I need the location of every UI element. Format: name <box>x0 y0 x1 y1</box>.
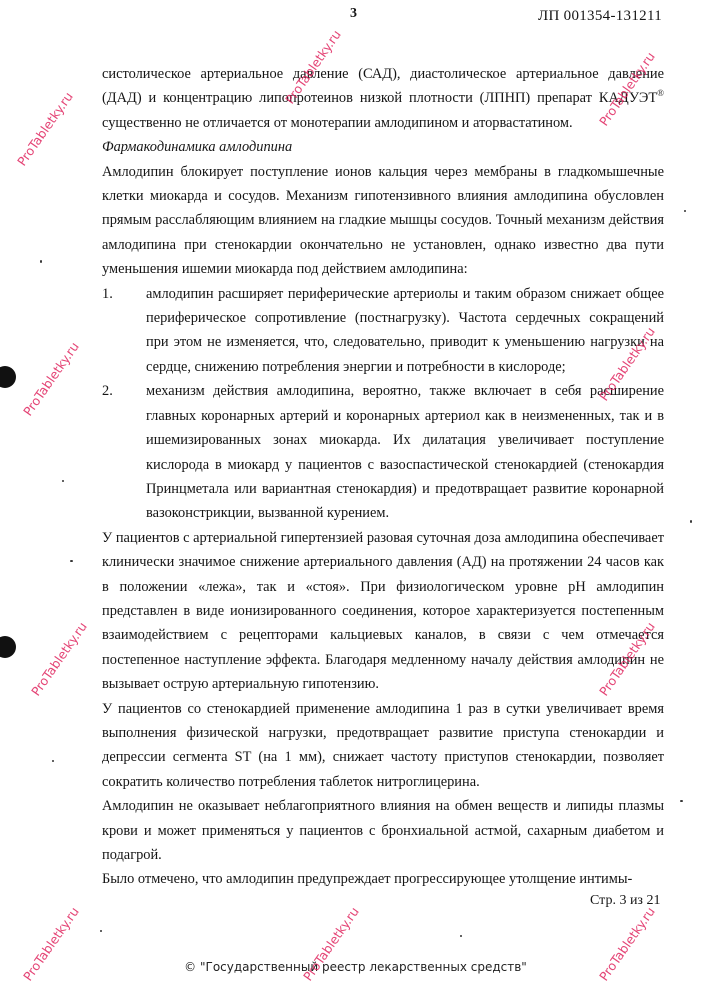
paragraph-intro: систолическое артериальное давление (САД), диастолическое артериальное давление (ДАД) и концентрацию липопротеинов низкой плотности (ЛПНП) препарат КАДУЭТ® существенно не отличается от монотерапии амлодипином и аторвастатином. <box>102 66 664 131</box>
section-heading: Фармакодинамика амлодипина <box>102 139 293 156</box>
scan-speck <box>70 560 73 562</box>
registered-mark: ® <box>657 88 664 99</box>
scan-speck <box>684 210 686 212</box>
scan-speck <box>62 480 64 482</box>
list-item-text: амлодипин расширяет периферические артериолы и таким образом снижает общее периферическое сопротивление (постнагрузку). Частота сердечных сокращений при этом не изменяется, что, следовательно, приводит к уменьшению нагрузки на сердце, снижению потребления энергии и потребности в кислороде; <box>146 285 664 375</box>
paragraph-angina: У пациентов со стенокардией применение амлодипина 1 раз в сутки увеличивает время выполнения физической нагрузки, предотвращает развитие приступа стенокардии и депрессии сегмента ST (на 1 мм), снижает частоту приступов стенокардии, позволяет сократить количество потребления таблеток нитроглицерина. <box>102 700 664 790</box>
scan-speck <box>690 520 692 523</box>
paragraph-hypertension: У пациентов с артериальной гипертензией разовая суточная доза амлодипина обеспечивает клинически значимое снижение артериального давления (АД) на протяжении 24 часов как в положении «лежа», так и «стоя». При физиологическом уровне pH амлодипин представлен в виде ионизированного соединения, которое характеризуется постепенным взаимодействием с рецепторами кальциевых каналов, в связи с чем отмечается постепенное наступление эффекта. Благодаря медленному началу действия амлодипин не вызывает острую артериальную гипотензию. <box>102 529 664 693</box>
list-item-text: механизм действия амлодипина, вероятно, также включает в себя расширение главных коронарных артерий и коронарных артериол как в неизмененных, так и в ишемизированных зонах миокарда. Их дилатация увеличивает поступление кислорода в миокард у пациентов с вазоспастической стенокардией (стенокардия Принцметала или вариантная стенокардия) и предотвращает развитие коронарной вазоконстрикции, вызванной курением. <box>146 383 664 522</box>
watermark: ProTabletky.ru <box>20 339 82 419</box>
scan-speck <box>52 760 54 762</box>
scan-speck <box>680 800 683 802</box>
watermark: ProTabletky.ru <box>596 619 658 699</box>
list-item <box>102 282 664 380</box>
watermark: ProTabletky.ru <box>14 89 76 169</box>
footer-copyright: © "Государственный реестр лекарственных средств" <box>184 960 527 974</box>
watermark: ProTabletky.ru <box>596 49 658 129</box>
paragraph-metabolism: Амлодипин не оказывает неблагоприятного влияния на обмен веществ и липиды плазмы крови и может применяться у пациентов с бронхиальной астмой, сахарным диабетом и подагрой. <box>102 798 664 863</box>
watermark: ProTabletky.ru <box>282 27 344 107</box>
watermark: ProTabletky.ru <box>20 904 82 984</box>
list-number: 2. <box>102 383 113 400</box>
scan-speck <box>40 260 42 263</box>
watermark: ProTabletky.ru <box>596 904 658 984</box>
watermark: ProTabletky.ru <box>28 619 90 699</box>
list-number: 1. <box>102 285 113 302</box>
paragraph-intima: Было отмечено, что амлодипин предупреждает прогрессирующее утолщение интимы- <box>102 871 633 888</box>
scan-speck <box>460 935 462 937</box>
page-count: Стр. 3 из 21 <box>590 893 661 908</box>
document-body <box>102 62 664 892</box>
punch-hole <box>0 636 16 658</box>
paragraph-mechanism: Амлодипин блокирует поступление ионов кальция через мембраны в гладкомышечные клетки миокарда и сосудов. Механизм гипотензивного влияния амлодипина обусловлен прямым расслабляющим влиянием на гладкие мышцы сосудов. Точный механизм действия амлодипина при стенокардии окончательно не установлен, однако известно два пути уменьшения ишемии миокарда под действием амлодипина: <box>102 163 664 278</box>
punch-hole <box>0 366 16 388</box>
list-item <box>102 379 664 525</box>
watermark: ProTabletky.ru <box>596 324 658 404</box>
page-number: 3 <box>350 6 357 21</box>
document-code: ЛП 001354-131211 <box>538 8 662 24</box>
scan-speck <box>100 930 102 932</box>
watermark: ProTabletky.ru <box>300 904 362 984</box>
